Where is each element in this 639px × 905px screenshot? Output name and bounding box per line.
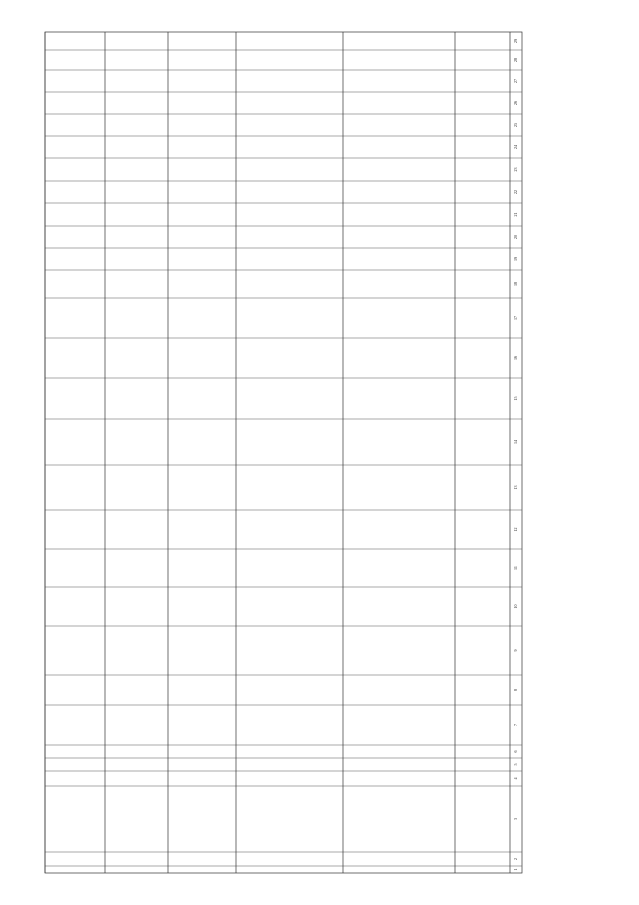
column-number: 21 [512, 212, 518, 217]
column-number: 10 [512, 604, 518, 609]
column-number: 20 [512, 235, 518, 239]
column-number: 17 [512, 316, 518, 320]
column-number: 27 [512, 79, 518, 83]
column-number: 8 [512, 689, 518, 691]
column-number: 9 [512, 649, 518, 652]
column-number: 11 [512, 566, 518, 570]
column-number: 7 [512, 724, 518, 726]
column-number: 6 [512, 750, 518, 753]
column-number: 19 [512, 257, 518, 261]
column-number: 12 [512, 527, 518, 532]
column-number: 14 [512, 440, 518, 444]
column-number: 1 [512, 868, 518, 871]
column-number: 23 [512, 167, 518, 172]
column-number: 15 [512, 396, 518, 401]
column-number: 3 [512, 818, 518, 820]
column-number: 25 [512, 123, 518, 127]
column-number: 13 [512, 485, 518, 490]
column-number: 22 [512, 190, 518, 194]
column-number: 26 [512, 101, 518, 105]
column-number: 2 [512, 858, 518, 860]
column-number: 29 [512, 39, 518, 43]
column-number: 5 [512, 763, 518, 766]
column-number: 28 [512, 58, 518, 62]
column-number: 16 [512, 356, 518, 360]
column-number: 24 [512, 145, 518, 149]
column-number: 4 [512, 777, 518, 780]
column-number: 18 [512, 282, 518, 286]
